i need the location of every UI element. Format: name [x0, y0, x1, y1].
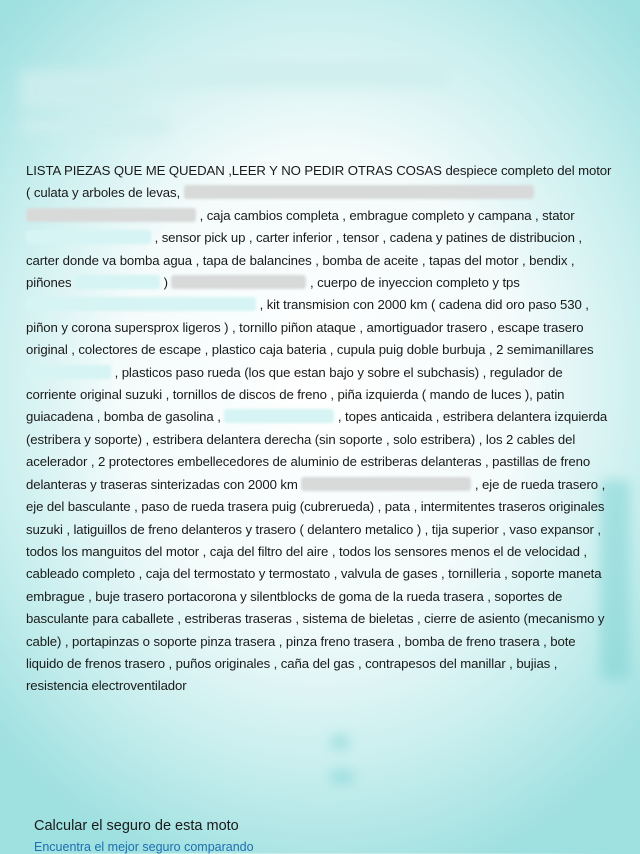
text-segment: despiece completo del motor ( culata y arboles de levas, — [26, 163, 612, 201]
blurred-header-block — [20, 70, 140, 110]
redacted-text — [171, 275, 306, 289]
blurred-footer-block-2 — [330, 770, 354, 784]
text-segment: , caja cambios completa , embrague completo y campana , stator — [196, 207, 575, 223]
redacted-text — [26, 208, 196, 222]
redacted-text — [184, 185, 534, 199]
redacted-text — [301, 477, 471, 491]
parts-list-description — [26, 160, 616, 698]
redacted-text — [26, 297, 256, 311]
redacted-text — [224, 409, 334, 423]
redacted-text — [75, 275, 160, 289]
text-segment: , eje de rueda trasero , eje del basculante , paso de rueda trasera puig (cubrerueda) , pata , intermitentes traseros originales suzuki , latiguillos de freno delanteros y trasero ( delantero metalico ) , tija superior , vaso expansor , todos los manguitos del motor , caja del filtro del aire , todos los sensores menos el de velocidad , cableado completo , caja del termostato y termostato , valvula de gases , tornilleria , soporte maneta embrague , buje trasero portacorona y silentblocks de goma de la rueda trasera , soportes de basculante para caballete , estriberas traseras , sistema de bieletas , cierre de asiento (mecanismo y cable) , portapinzas o soporte pinza trasera , pinza freno trasera , bomba de freno trasera , bote liquido de frenos trasero , puños originales , caña del gas , contrapesos del manillar , bujias , resistencia electroventilador — [26, 476, 606, 694]
text-segment: , plasticos paso rueda (los que estan bajo y sobre el subchasis) , regulador de corriente original suzuki , tornillos de discos de freno , piña izquierda ( mando de luces ), patin guiacadena , bomba de gasolina , — [26, 364, 565, 425]
blurred-header-line — [20, 118, 170, 134]
blurred-header-wide — [150, 60, 450, 88]
text-segment: ) — [160, 275, 172, 291]
parts-list-heading: LISTA PIEZAS QUE ME QUEDAN ,LEER Y NO PEDIR OTRAS COSAS — [26, 163, 442, 178]
text-segment: , topes anticaida , estribera delantera izquierda (estribera y soporte) , estribera delantera derecha (sin soporte , solo estribera) , los 2 cables del acelerador , 2 protectores embellecedores de aluminio de estriberas delanteras , pastillas de freno delanteras y traseras sinterizadas con 2000 km — [26, 409, 608, 492]
insurance-subtitle-link[interactable]: Encuentra el mejor seguro comparando — [34, 840, 254, 854]
text-segment: , sensor pick up , carter inferior , tensor , cadena y patines de distribucion , carter donde va bomba agua , tapa de balancines , bomba de aceite , tapas del motor , bendix , piñones — [26, 230, 582, 291]
text-segment: , kit transmision con 2000 km ( cadena did oro paso 530 , piñon y corona supersprox ligeros ) , tornillo piñon ataque , amortiguador trasero , escape trasero original , colectores de escape , plastico caja bateria , cupula puig doble burbuja , 2 semimanillares — [26, 297, 594, 358]
insurance-title[interactable]: Calcular el seguro de esta moto — [34, 818, 239, 834]
redacted-text — [26, 230, 151, 244]
text-segment: , cuerpo de inyeccion completo y tps — [306, 275, 520, 291]
redacted-text — [26, 365, 111, 379]
blurred-footer-block — [330, 735, 350, 749]
